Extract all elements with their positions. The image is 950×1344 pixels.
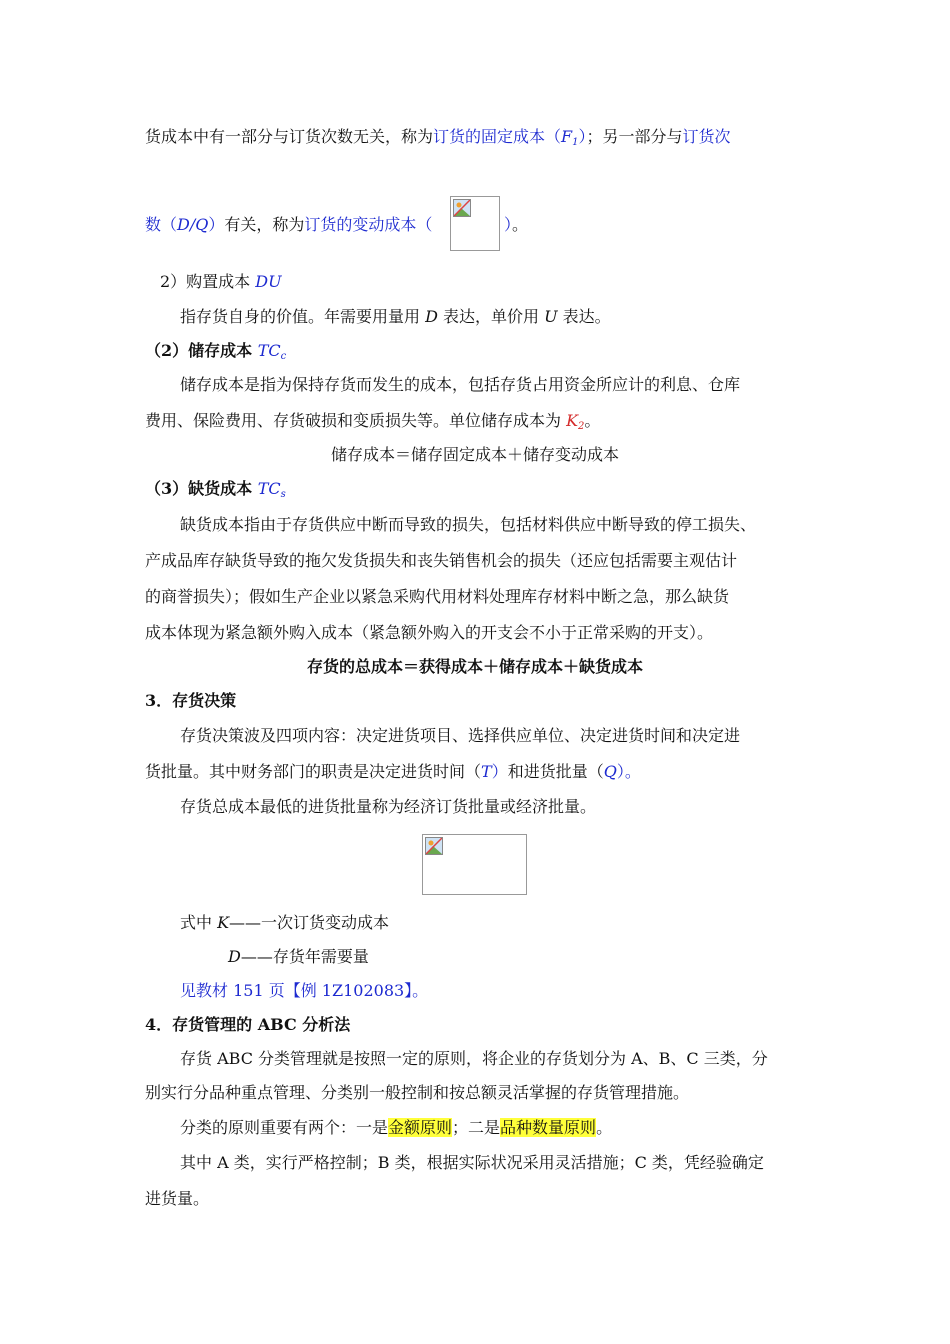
text: ） (578, 127, 587, 146)
paragraph-line: 产成品库存缺货导致的拖欠发货损失和丧失销售机会的损失（还应包括需要主观估计 (145, 551, 738, 570)
eoq-formula-image (422, 834, 527, 895)
subheading-purchase-cost: 2）购置成本 DU (160, 272, 282, 291)
paragraph-line-tail (504, 196, 528, 254)
paragraph-line: 成本体现为紧急额外购入成本（紧急额外购入的开支会不小于正常采购的开支）。 (145, 623, 714, 642)
where-line-k: 式中 K——一次订货变动成本 (180, 913, 390, 932)
paragraph-line: 缺货成本指由于存货供应中断而导致的损失，包括材料供应中断导致的停工损失、 (180, 515, 757, 534)
storage-cost-formula: 储存成本＝储存固定成本＋储存变动成本 (330, 445, 619, 464)
paragraph-line: 费用、保险费用、存货破损和变质损失等。单位储存成本为 $K_2$。 (145, 411, 601, 432)
textbook-reference: 见教材 151 页【例 1Z102083】。 (180, 981, 429, 1000)
paragraph-line: 存货决策波及四项内容：决定进货项目、选择供应单位、决定进货时间和决定进 (180, 726, 741, 745)
paragraph-line: 分类的原则重要有两个：一是金额原则；二是品种数量原则。 (180, 1118, 613, 1137)
highlight-quantity-principle: 品种数量原则 (500, 1118, 597, 1137)
text: ；另一部分与 (586, 127, 683, 146)
paragraph-line (145, 196, 432, 254)
heading-inventory-decision: 3．存货决策 (145, 691, 237, 710)
broken-image-icon (425, 837, 443, 855)
text: ） (504, 215, 513, 234)
term: 订货次 (682, 127, 731, 146)
text: ） (208, 215, 225, 234)
where-line-d: D——存货年需要量 (228, 947, 369, 966)
symbol: D/Q (177, 215, 209, 234)
heading-abc-analysis: 4．存货管理的 ABC 分析法 (145, 1015, 351, 1034)
formula-image (450, 196, 500, 251)
text: 数（ (145, 215, 178, 234)
heading-shortage-cost: （3）缺货成本 $TC_s$ (145, 479, 286, 500)
paragraph-line: 进货量。 (145, 1189, 210, 1208)
term-variable-ordering-cost: 订货的变动成本（ (304, 215, 433, 234)
heading-storage-cost: （2）储存成本 $TC_c$ (145, 341, 287, 362)
paragraph-line: 指存货自身的价值。年需要用量用 D 表达，单价用 U 表达。 (180, 307, 611, 326)
subscript: 1 (572, 137, 579, 148)
text: 。 (512, 215, 529, 234)
paragraph-line: 其中 A 类，实行严格控制；B 类，根据实际状况采用灵活措施；C 类，凭经验确定 (180, 1153, 764, 1172)
paragraph-line: 存货 ABC 分类管理就是按照一定的原则，将企业的存货划分为 A、B、C 三类，分 (180, 1049, 768, 1068)
term-fixed-ordering-cost: 订货的固定成本（ (433, 127, 562, 146)
symbol: F (561, 127, 573, 146)
paragraph-line: 储存成本是指为保持存货而发生的成本，包括存货占用资金所应计的利息、仓库 (180, 375, 741, 394)
text: 货成本中有一部分与订货次数无关，称为 (145, 127, 434, 146)
paragraph-line: 存货总成本最低的进货批量称为经济订货批量或经济批量。 (180, 797, 597, 816)
paragraph-line: 货批量。其中财务部门的职责是决定进货时间（T）和进货批量（Q）。 (145, 762, 641, 781)
text: 有关，称为 (224, 215, 305, 234)
paragraph-line (145, 126, 731, 154)
broken-image-icon (453, 199, 471, 217)
paragraph-line: 的商誉损失）；假如生产企业以紧急采购代用材料处理库存材料中断之急，那么缺货 (145, 587, 730, 606)
total-cost-formula: 存货的总成本＝获得成本＋储存成本＋缺货成本 (306, 657, 643, 676)
highlight-amount-principle: 金额原则 (388, 1118, 453, 1137)
paragraph-line: 别实行分品种重点管理、分类别一般控制和按总额灵活掌握的存货管理措施。 (145, 1083, 690, 1102)
